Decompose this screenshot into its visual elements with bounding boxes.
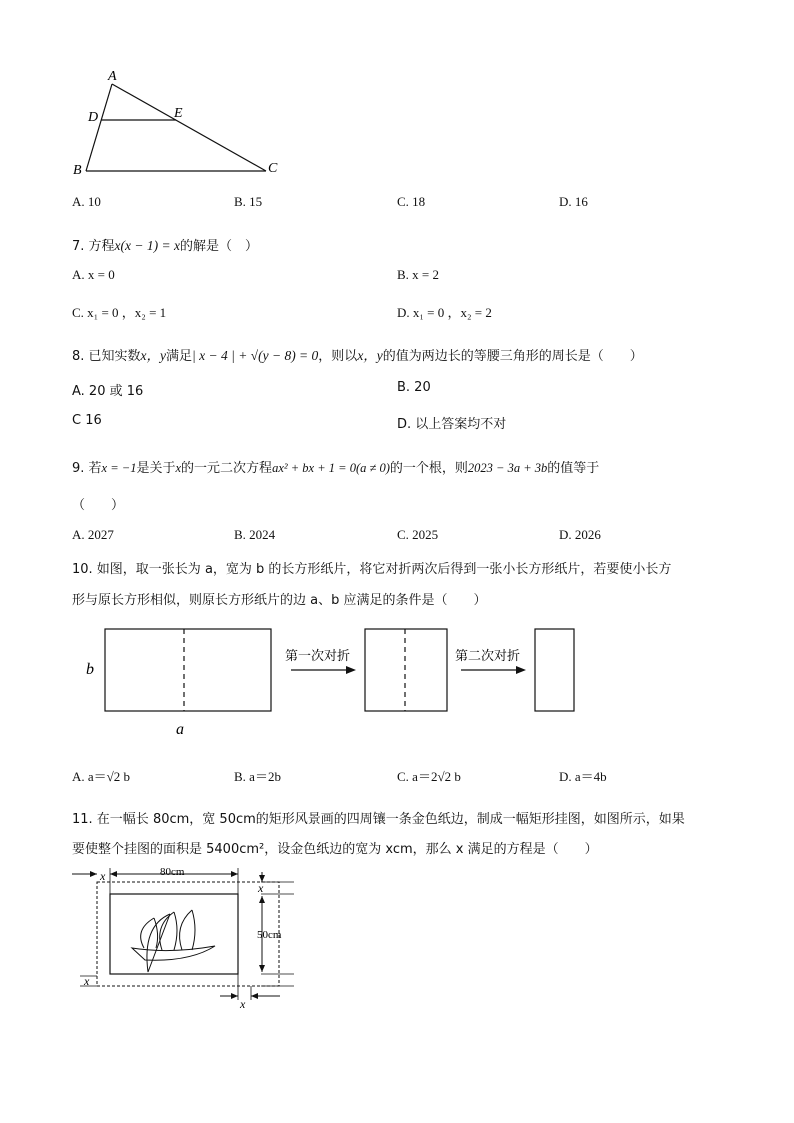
- q7-option-d[interactable]: D. x₁ = 0 ，x₂ = 2: [397, 305, 492, 320]
- q9-option-b[interactable]: B. 2024: [234, 527, 276, 542]
- q7-option-c[interactable]: C. x₁ = 0 ，x₂ = 1: [72, 305, 167, 320]
- q6-option-a[interactable]: A. 10: [72, 194, 101, 209]
- point-label-b: B: [73, 163, 82, 178]
- triangle-figure: [70, 66, 290, 178]
- q6-option-d[interactable]: D. 16: [559, 194, 588, 209]
- q10-option-b[interactable]: B. a＝2b: [234, 769, 281, 784]
- fold-label-1: 第一次对折: [285, 649, 351, 664]
- q8-option-a[interactable]: A. 20 或 16: [72, 384, 144, 399]
- q10-stem-line1: 10. 如图，取一张长为 a，宽为 b 的长方形纸片，将它对折两次后得到一张小长方形纸片，若要使小长方: [72, 562, 672, 577]
- q11-stem-line2: 要使整个挂图的面积是 5400cm²，设金色纸边的宽为 xcm，那么 x 满足的方程是（ ）: [72, 842, 598, 857]
- q9-option-a[interactable]: A. 2027: [72, 527, 114, 542]
- q8-option-d[interactable]: D. 以上答案均不对: [397, 417, 507, 432]
- q7-stem: 7. 方程x(x − 1) = x的解是（ ）: [72, 238, 258, 254]
- q9-stem-line1: 9. 若x = −1是关于x的一元二次方程ax² + bx + 1 = 0(a ≠ 0)的一个根，则2023 − 3a + 3b的值等于: [72, 461, 600, 476]
- q10-option-d[interactable]: D. a＝4b: [559, 769, 607, 784]
- point-label-d: D: [88, 110, 99, 125]
- x-label-bottom-left: x: [84, 974, 90, 988]
- q6-option-b[interactable]: B. 15: [234, 194, 263, 209]
- q10-option-c[interactable]: C. a＝2√2 b: [397, 769, 461, 784]
- q6-option-c[interactable]: C. 18: [397, 194, 426, 209]
- x-label-right: x: [258, 881, 264, 895]
- q10-option-a[interactable]: A. a＝√2 b: [72, 769, 131, 784]
- q9-option-c[interactable]: C. 2025: [397, 527, 439, 542]
- width-label-b: b: [86, 661, 94, 678]
- frame-figure: [70, 860, 310, 1010]
- length-label-a: a: [176, 721, 184, 738]
- x-label-bottom-right: x: [240, 997, 246, 1011]
- q9-option-d[interactable]: D. 2026: [559, 527, 601, 542]
- length-label-50cm: 50cm: [257, 929, 282, 941]
- point-label-a: A: [108, 69, 117, 84]
- point-label-c: C: [268, 161, 278, 176]
- q9-stem-line2: （ ）: [72, 498, 125, 513]
- point-label-e: E: [174, 106, 183, 121]
- q8-stem: 8. 已知实数x，y满足| x − 4 | + √(y − 8) = 0，则以x，y的值为两边长的等腰三角形的周长是（ ）: [72, 348, 643, 364]
- q8-option-c[interactable]: C 16: [72, 413, 102, 428]
- q7-option-b[interactable]: B. x = 2: [397, 267, 440, 282]
- x-label-top-left: x: [100, 869, 106, 883]
- q10-stem-line2: 形与原长方形相似，则原长方形纸片的边 a、b 应满足的条件是（ ）: [72, 593, 487, 608]
- paper-fold-figure: [80, 620, 580, 740]
- length-label-80cm: 80cm: [160, 866, 185, 878]
- fold-label-2: 第二次对折: [455, 649, 521, 664]
- q11-stem-line1: 11. 在一幅长 80cm，宽 50cm的矩形风景画的四周镶一条金色纸边，制成一幅矩形挂图，如图所示，如果: [72, 812, 685, 827]
- q7-option-a[interactable]: A. x = 0: [72, 267, 115, 282]
- q8-option-b[interactable]: B. 20: [397, 380, 431, 395]
